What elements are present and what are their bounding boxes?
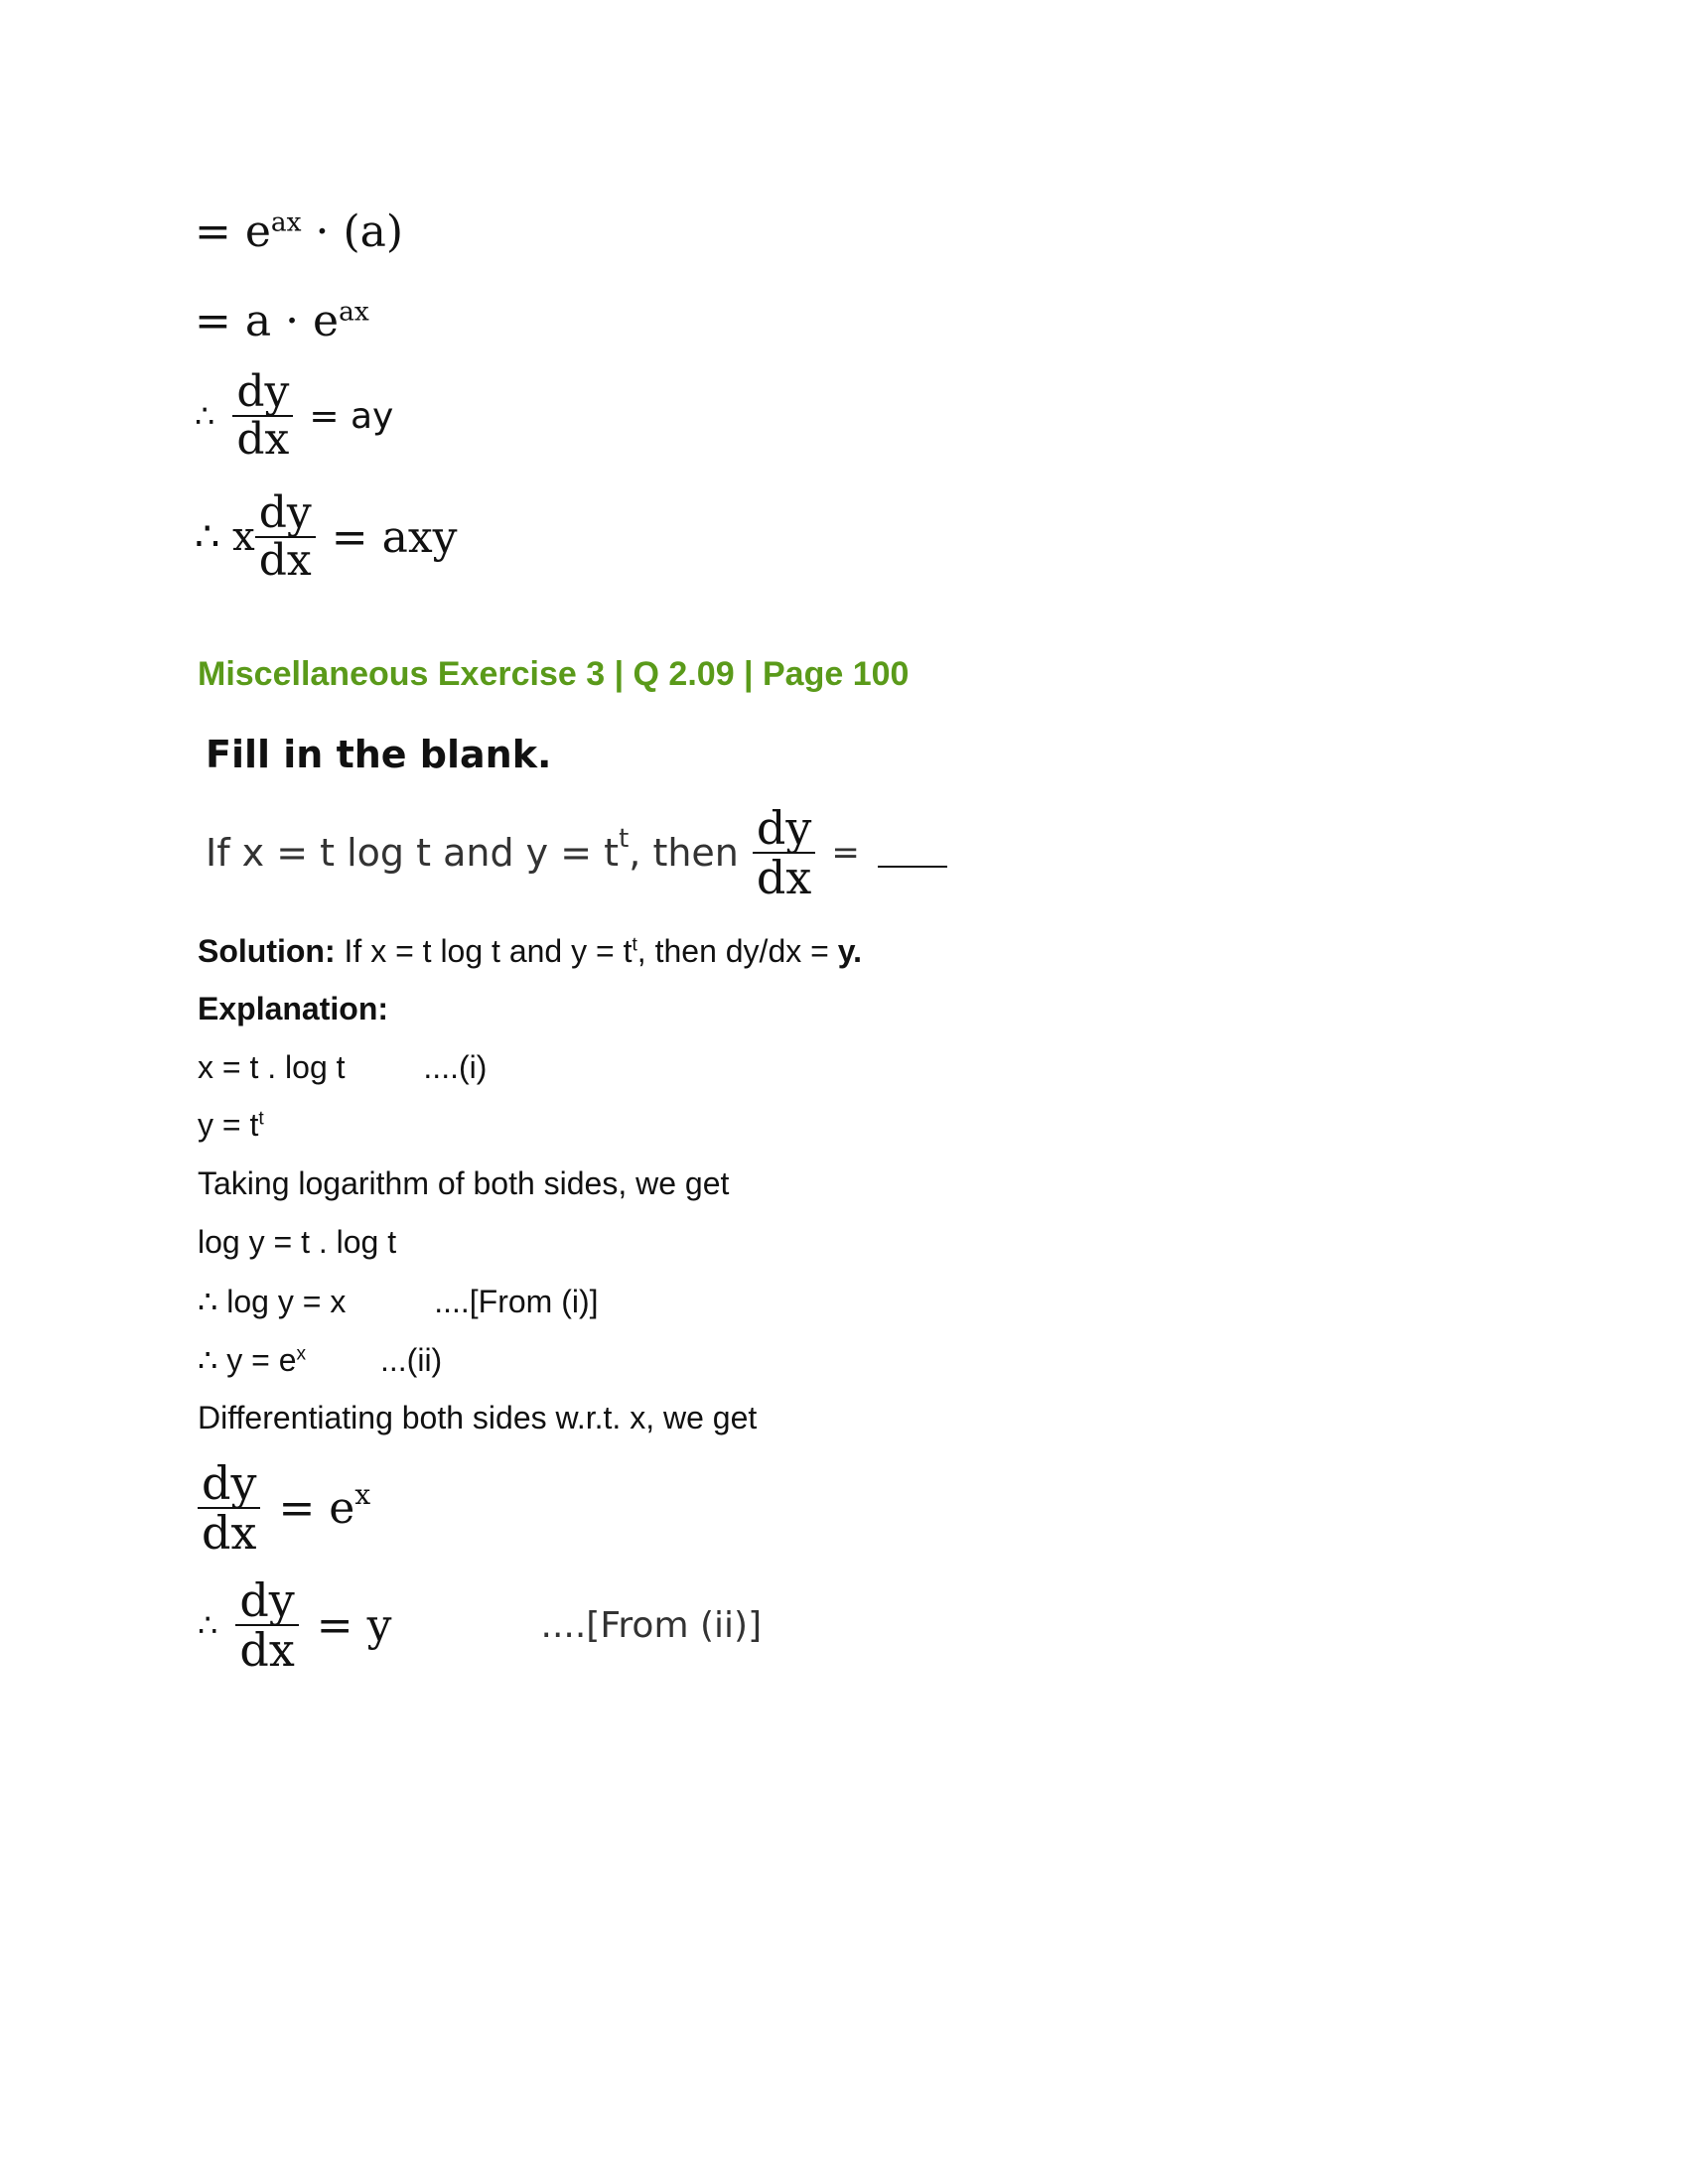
dy-dx-fraction <box>255 487 316 587</box>
final-eq-2 <box>198 1573 763 1678</box>
line-6-ref: ...(ii) <box>380 1342 443 1378</box>
line-5-text: ∴ log y = x <box>198 1284 347 1319</box>
solution-exponent: t <box>632 934 637 956</box>
eq-line-3 <box>195 366 394 466</box>
final-eq-2-ref: ....[From (ii)] <box>540 1604 763 1646</box>
eq-line-2 <box>195 296 369 346</box>
solution-answer: y. <box>837 933 863 969</box>
solution-label: Solution: <box>198 933 336 969</box>
fraction-numerator: dy <box>236 366 290 417</box>
question-exponent: t <box>619 824 630 855</box>
final-eq-1 <box>198 1456 371 1561</box>
section-heading: Miscellaneous Exercise 3 | Q 2.09 | Page 100 <box>198 655 910 693</box>
fraction-numerator: dy <box>258 487 312 538</box>
therefore-x: ∴ x <box>195 514 255 561</box>
eq-line-1-rest: · (a) <box>301 206 404 257</box>
eq-line-1-exponent: ax <box>270 206 302 238</box>
eq-line-2-lhs: = a · e <box>195 296 340 346</box>
final-eq-1-exponent: x <box>354 1477 371 1511</box>
fraction-denominator: dx <box>236 414 290 466</box>
explanation-label: Explanation: <box>198 991 389 1026</box>
question-title: Fill in the blank. <box>206 733 552 776</box>
eq-line-1-lhs: = e <box>195 206 271 257</box>
final-eq-1-rhs: = e <box>278 1482 355 1534</box>
eq-line-2-exponent: ax <box>339 296 369 328</box>
line-5-ref: ....[From (i)] <box>434 1284 599 1319</box>
solution-text: If x = t log t and y = t <box>335 933 633 969</box>
question-equals: = <box>831 833 860 874</box>
answer-blank <box>878 866 947 868</box>
explanation-line-5 <box>198 1283 599 1320</box>
line-2-text: y = t <box>198 1107 259 1143</box>
line-2-exponent: t <box>258 1108 264 1130</box>
dy-dx-fraction <box>753 801 815 905</box>
explanation-line-1 <box>198 1049 487 1086</box>
explanation-line-3: Taking logarithm of both sides, we get <box>198 1165 730 1201</box>
explanation-line-4: log y = t . log t <box>198 1224 397 1260</box>
eq-line-4 <box>195 487 458 587</box>
dy-dx-fraction <box>235 1573 298 1678</box>
eq-line-3-rhs: = ay <box>309 395 394 437</box>
solution-text-2: , then dy/dx = <box>636 933 838 969</box>
line-6-exponent: x <box>296 1343 307 1365</box>
explanation-line-2 <box>198 1107 264 1144</box>
therefore-symbol: ∴ <box>198 1606 218 1645</box>
question-prefix: If x = t log t and y = t <box>206 831 620 876</box>
eq-line-1 <box>195 206 403 257</box>
therefore-symbol: ∴ <box>195 397 215 436</box>
explanation-line-7: Differentiating both sides w.r.t. x, we get <box>198 1400 758 1435</box>
line-6-text: ∴ y = e <box>198 1342 297 1378</box>
question-mid: , then <box>629 831 739 876</box>
fraction-denominator: dx <box>202 1506 257 1561</box>
dy-dx-fraction <box>198 1456 260 1561</box>
dy-dx-fraction <box>232 366 293 466</box>
fraction-numerator: dy <box>756 801 812 855</box>
question-statement <box>206 801 947 905</box>
fraction-denominator: dx <box>239 1623 295 1678</box>
eq-line-4-rhs: = axy <box>331 511 458 563</box>
fraction-denominator: dx <box>258 535 312 587</box>
solution-line <box>198 933 862 970</box>
fraction-denominator: dx <box>756 851 812 905</box>
fraction-numerator: dy <box>202 1456 257 1510</box>
line-1-ref: ....(i) <box>423 1049 488 1085</box>
fraction-numerator: dy <box>239 1573 295 1627</box>
line-1-text: x = t . log t <box>198 1049 346 1085</box>
final-eq-2-rhs: = y <box>316 1599 392 1651</box>
explanation-line-6 <box>198 1341 442 1379</box>
